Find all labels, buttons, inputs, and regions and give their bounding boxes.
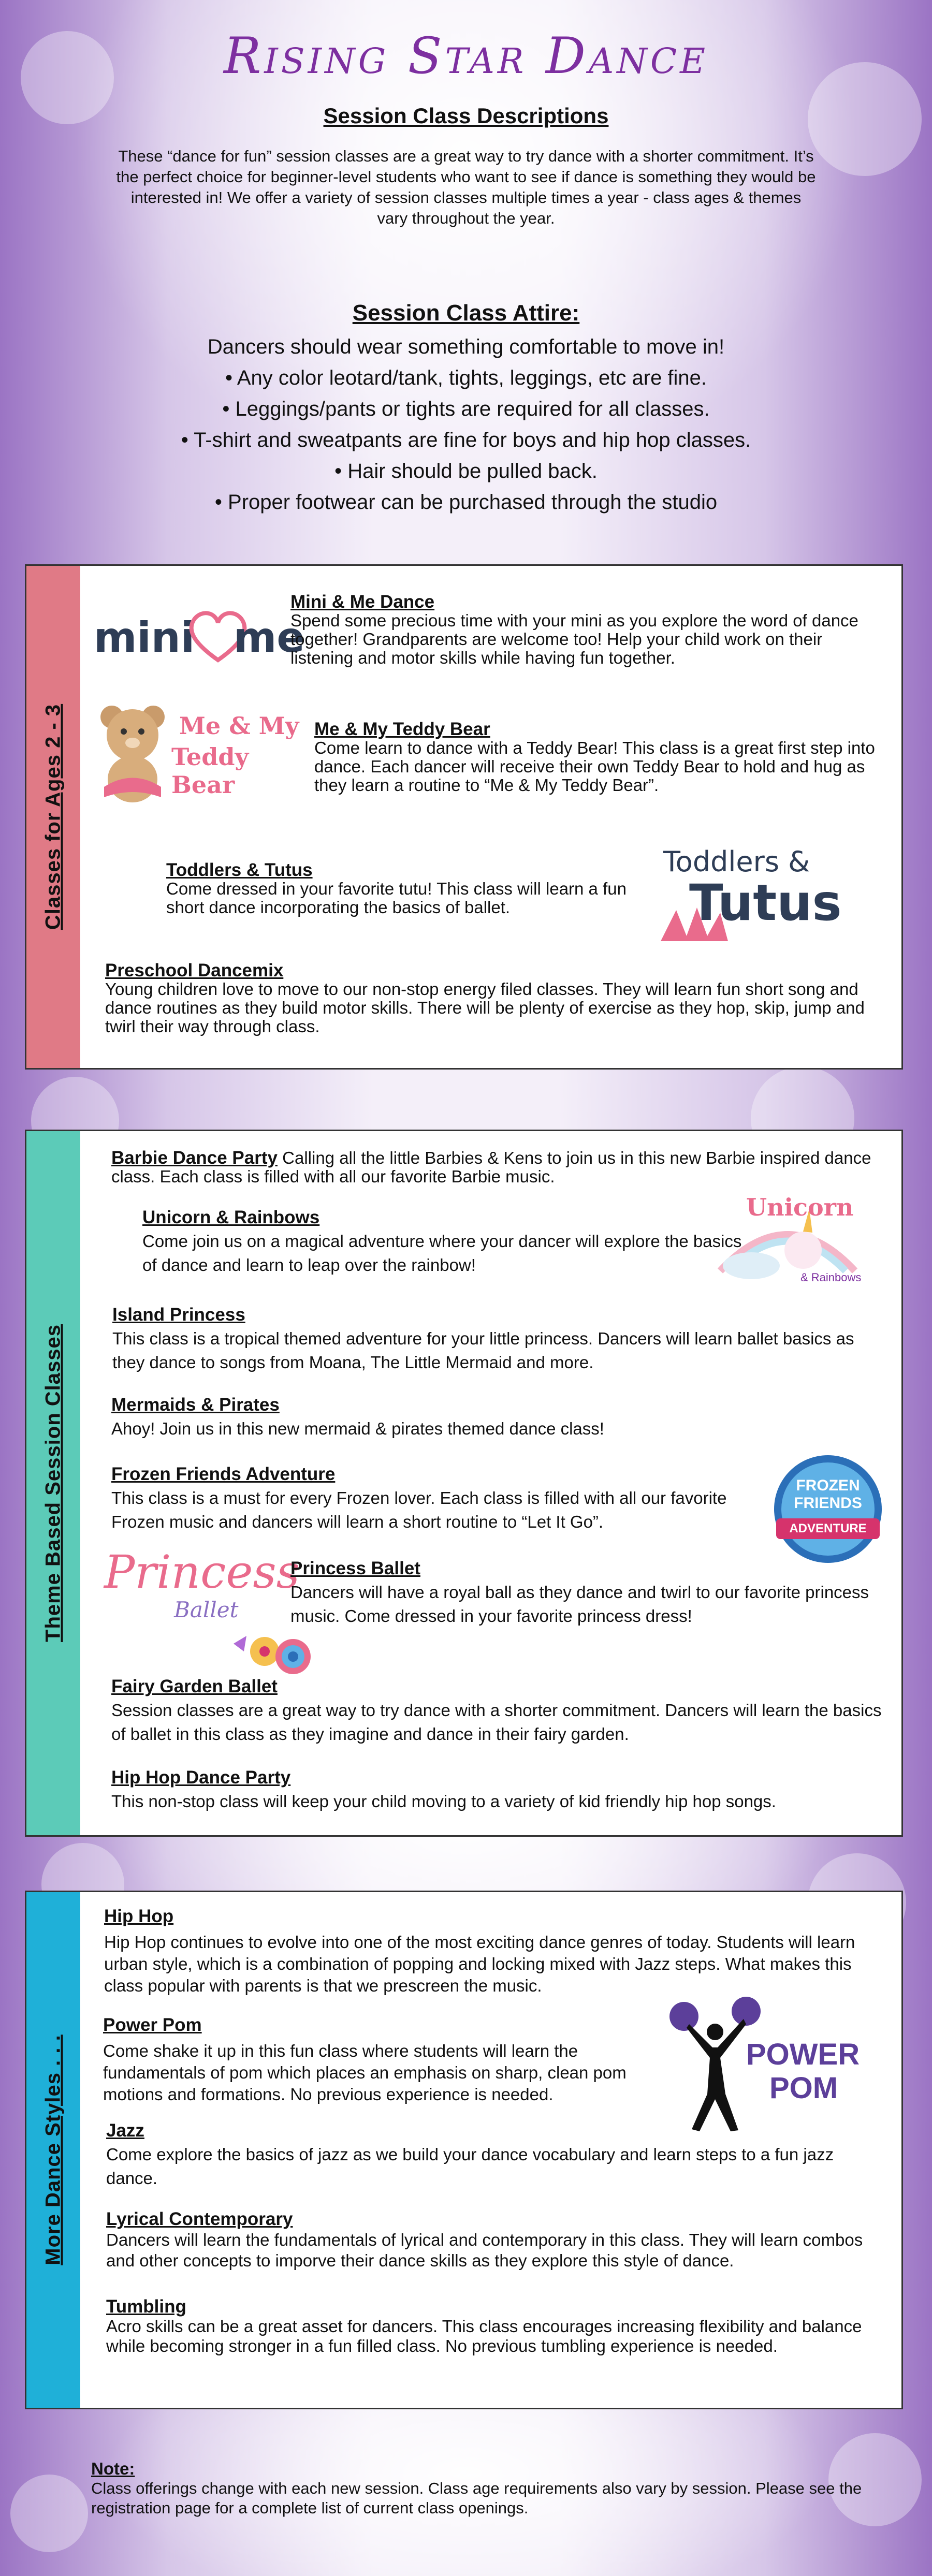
ages-band [26,566,80,1068]
power-logo-line2: POM [769,2071,838,2105]
class-name: Unicorn & Rainbows [142,1207,320,1227]
ages-section [25,564,903,1070]
me-logo-text: me [234,613,305,662]
attire-item: • Hair should be pulled back. [334,460,598,482]
teddy-bear-icon [94,701,171,805]
attire-list [0,331,932,518]
class-name: Princess Ballet [290,1558,420,1578]
class-name: Mini & Me Dance [290,592,435,612]
frozen-logo-line1: FROZEN [796,1477,860,1494]
attire-heading: Session Class Attire: [352,300,580,326]
page-title: Rising Star Dance [223,27,709,85]
attire-item: • Proper footwear can be purchased through the studio [214,491,718,514]
theme-section [25,1130,903,1837]
class-entry [111,1393,888,1441]
power-logo-line1: POWER [746,2038,860,2071]
class-entry [106,2119,883,2190]
class-entry [111,1149,888,1186]
class-description: Acro skills can be a great asset for dancers. This class encourages increasing flexibility and balance while becoming stronger in a fun filled class. No previous tumbling experience is needed. [106,2317,862,2355]
page-subtitle: Session Class Descriptions [323,104,609,128]
princess-logo-text: Princess [104,1545,300,1599]
class-description: Session classes are a great way to try dance with a shorter commitment. Dancers will learn the basics of ballet in this class as they imagine and dance in their fairy garden. [111,1701,882,1744]
class-name: Me & My Teddy Bear [314,719,490,739]
attire-item: • Any color leotard/tank, tights, leggings, etc are fine. [225,367,707,389]
class-description: Young children love to move to our non-stop energy filed classes. They will learn fun short song and dance routines as they build motor skills. There will be plenty of exercise as they hop, skip, jump and twirl their way through class. [105,979,865,1036]
footer-note [91,2459,868,2518]
class-description: Dancers will learn the fundamentals of lyrical and contemporary in this class. They will learn combos and other concepts to imporve their dance skills as they explore this style of dance. [106,2230,863,2270]
attire-item: • Leggings/pants or tights are required for all classes. [222,398,710,420]
class-entry [290,593,881,667]
class-entry [103,2014,662,2105]
theme-band-label: Theme Based Session Classes [41,1324,65,1642]
teddy-bear-logo [94,701,311,805]
class-name: Hip Hop [104,1906,174,1926]
bokeh-decoration [10,2475,88,2552]
class-entry [112,1303,889,1374]
class-name: Jazz [106,2120,144,2141]
class-entry [106,2297,883,2356]
mini-me-logo [94,608,305,670]
class-entry [111,1766,888,1813]
toddlers-tutus-logo [658,845,844,954]
tutus-logo-text: Tutus [689,874,842,932]
teddy-logo-line1: Me & My [179,712,299,740]
rainbows-logo-text: & Rainbows [800,1271,862,1284]
power-pom-logo [668,1996,876,2135]
class-name: Mermaids & Pirates [111,1395,280,1415]
class-description: Ahoy! Join us in this new mermaid & pirates themed dance class! [111,1419,604,1438]
class-description: This class is a must for every Frozen lover. Each class is filled with all our favorite Frozen music and dancers will learn a short routine to “Let It Go”. [111,1488,727,1531]
class-name: Island Princess [112,1305,245,1325]
class-description: This non-stop class will keep your child moving to a variety of kid friendly hip hop songs. [111,1792,776,1811]
note-label: Note: [91,2459,135,2478]
class-entry [290,1557,886,1628]
note-text: Class offerings change with each new session. Class age requirements also vary by session. Please see the registration page for a complete list of current class openings. [91,2479,862,2517]
class-name: Tumbling [106,2296,186,2317]
class-entry [142,1206,753,1277]
class-entry [111,1675,888,1746]
class-description: Come dressed in your favorite tutu! This class will learn a fun short dance incorporating the basics of ballet. [166,879,627,917]
class-description: Hip Hop continues to evolve into one of the most exciting dance genres of today. Students will learn urban style, which is a combination of popping and locking mixed with Jazz steps. What makes this class popular with parents is that we prescreen the music. [104,1933,855,1995]
class-description: Come explore the basics of jazz as we build your dance vocabulary and learn steps to a fun jazz dance. [106,2145,834,2188]
class-name: Barbie Dance Party [111,1148,278,1168]
class-description: Come learn to dance with a Teddy Bear! This class is a great first step into dance. Each dancer will receive their own Teddy Bear to hold and hug as they learn a routine to “Me & My Teddy Bear”. [314,738,875,795]
attire-item: • T-shirt and sweatpants are fine for boys and hip hop classes. [181,429,751,451]
class-name: Fairy Garden Ballet [111,1676,278,1696]
class-name: Power Pom [103,2015,202,2035]
mini-logo-text: mini [94,613,195,662]
attire-lead: Dancers should wear something comfortable to move in! [207,335,725,358]
unicorn-rainbows-logo [710,1188,865,1286]
class-entry [104,1906,881,1997]
unicorn-logo-text: Unicorn [746,1193,854,1221]
class-description: Spend some precious time with your mini as you explore the word of dance together! Grandparents are welcome too! Help your child work on their listening and motor skills while having fun together. [290,611,858,667]
frozen-logo-line3: ADVENTURE [789,1521,867,1535]
class-entry [106,2209,883,2271]
class-name: Hip Hop Dance Party [111,1767,291,1788]
class-entry [111,1462,764,1534]
class-entry [166,861,632,917]
class-description: Come join us on a magical adventure where your dancer will explore the basics of dance and learn to leap over the rainbow! [142,1232,742,1275]
class-description: Calling all the little Barbies & Kens to join us in this new Barbie inspired dance class. Each class is filled with all our favorite Barbie music. [111,1148,871,1186]
class-description: Come shake it up in this fun class where students will learn the fundamentals of pom which places an emphasis on sharp, clean pom motions and formations. No previous experience is needed. [103,2041,627,2104]
class-entry [314,720,884,795]
toddlers-logo-text: Toddlers & [663,845,810,878]
intro-paragraph: These “dance for fun” session classes are a great way to try dance with a shorter commitment. It’s the perfect choice for beginner-level students who want to see if dance is something they would be interested in! We offer a variety of session classes multiple times a year - class ages & themes vary throughout the year. [116,147,816,227]
frozen-friends-logo [771,1452,885,1566]
princess-ballet-logo [104,1545,322,1680]
class-name: Toddlers & Tutus [166,860,313,880]
class-name: Lyrical Contemporary [106,2209,293,2229]
class-description: Dancers will have a royal ball as they dance and twirl to our favorite princess music. Come dressed in your favorite princess dress! [290,1583,869,1626]
styles-band-label: More Dance Styles . . . [41,2035,65,2265]
teddy-logo-line2: Teddy Bear [171,743,249,799]
tutu-icon [658,905,731,946]
ballet-logo-text: Ballet [174,1597,239,1622]
flowers-icon [223,1628,316,1680]
styles-section [25,1891,903,2409]
class-name: Frozen Friends Adventure [111,1464,336,1484]
styles-band [26,1892,80,2408]
class-description: This class is a tropical themed adventure for your little princess. Dancers will learn ballet basics as they dance to songs from Moana, The Little Mermaid and more. [112,1329,854,1372]
class-entry [105,961,892,1036]
theme-band [26,1131,80,1835]
ages-band-label: Classes for Ages 2 - 3 [41,704,65,930]
class-name: Preschool Dancemix [105,960,284,980]
frozen-logo-line2: FRIENDS [794,1495,862,1512]
